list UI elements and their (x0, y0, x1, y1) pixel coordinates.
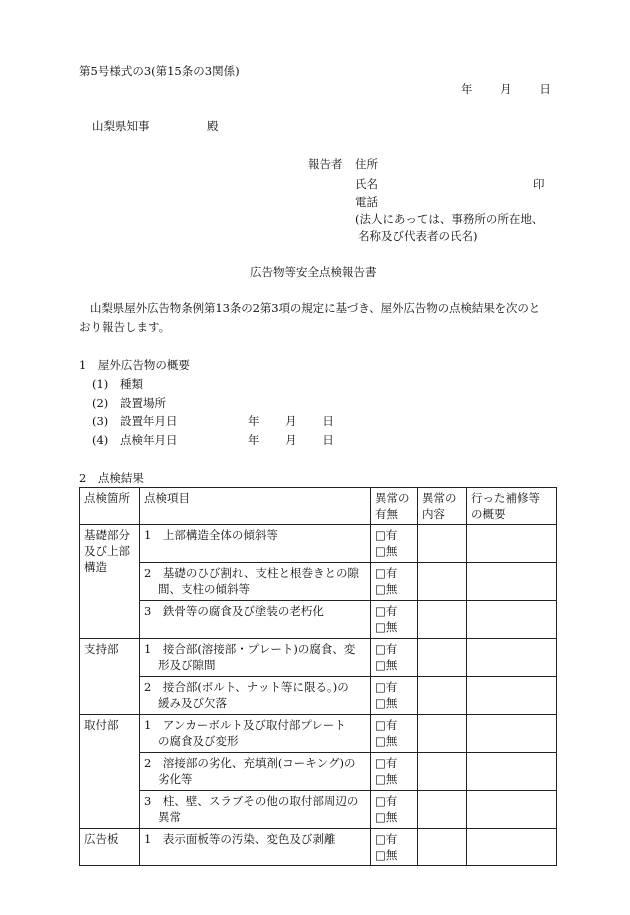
header-text: 異常の (375, 491, 410, 505)
location-text: 及び上部 (84, 544, 130, 558)
table-row (80, 677, 557, 715)
presence-cell (371, 601, 418, 639)
table-row (80, 563, 557, 601)
presence-cell (371, 791, 418, 829)
item-cell (140, 715, 371, 753)
overview-item-num: (1) (92, 377, 109, 391)
repair-cell[interactable] (467, 601, 557, 639)
date-month: 月 (285, 414, 297, 428)
table-row (80, 791, 557, 829)
checkbox-yes[interactable]: □有 (375, 604, 398, 618)
content-cell[interactable] (418, 677, 467, 715)
item-cell (140, 677, 371, 715)
checkbox-yes[interactable]: □有 (375, 794, 398, 808)
header-location: 点検箇所 (80, 488, 140, 525)
repair-cell[interactable] (467, 639, 557, 677)
reporter-phone-label: 電話 (355, 195, 378, 209)
item-cell (140, 829, 371, 866)
checkbox-no[interactable]: □無 (375, 696, 398, 710)
item-text: の腐食及び変形 (158, 734, 239, 748)
location-text: 基礎部分 (84, 528, 130, 542)
item-text: 緩み及び欠落 (158, 696, 227, 710)
date-year: 年 (248, 414, 260, 428)
inspection-results-table (79, 487, 557, 866)
seal-mark: 印 (533, 177, 545, 191)
repair-cell[interactable] (467, 563, 557, 601)
inspection-date-units (248, 432, 334, 448)
table-row (80, 525, 557, 563)
reporter-note-line2: 名称及び代表者の氏名) (358, 229, 478, 243)
presence-cell (371, 829, 418, 866)
install-date-units (248, 413, 334, 429)
reporter-label: 報告者 (308, 157, 343, 171)
checkbox-yes[interactable]: □有 (375, 566, 398, 580)
overview-item-num: (4) (92, 433, 109, 447)
presence-cell (371, 715, 418, 753)
repair-cell[interactable] (467, 791, 557, 829)
item-text: 間、支柱の傾斜等 (158, 582, 250, 596)
date-day: 日 (322, 414, 334, 428)
item-cell (140, 563, 371, 601)
checkbox-no[interactable]: □無 (375, 620, 398, 634)
date-year: 年 (461, 82, 473, 96)
date-day: 日 (539, 82, 551, 96)
table-row (80, 829, 557, 866)
content-cell[interactable] (418, 639, 467, 677)
date-month: 月 (285, 433, 297, 447)
presence-cell (371, 639, 418, 677)
table-row (80, 753, 557, 791)
checkbox-yes[interactable]: □有 (375, 832, 398, 846)
item-cell (140, 753, 371, 791)
repair-cell[interactable] (467, 525, 557, 563)
item-cell (140, 791, 371, 829)
item-text: 1 上部構造全体の傾斜等 (144, 528, 278, 542)
overview-item-label: 設置場所 (119, 396, 166, 410)
header-text: 異常の (422, 491, 457, 505)
location-cell (80, 715, 140, 829)
checkbox-no[interactable]: □無 (375, 544, 398, 558)
intro-line2: おり報告します。 (79, 320, 171, 334)
overview-item-label: 設置年月日 (119, 414, 178, 428)
section2-heading: 2 点検結果 (79, 471, 144, 485)
checkbox-yes[interactable]: □有 (375, 756, 398, 770)
checkbox-yes[interactable]: □有 (375, 718, 398, 732)
header-item: 点検項目 (140, 488, 371, 525)
intro-line1: 山梨県屋外広告物条例第13条の2第3項の規定に基づき、屋外広告物の点検結果を次のと (90, 301, 541, 315)
location-text: 広告板 (84, 832, 119, 846)
checkbox-yes[interactable]: □有 (375, 680, 398, 694)
content-cell[interactable] (418, 601, 467, 639)
location-text: 取付部 (84, 718, 119, 732)
repair-cell[interactable] (467, 829, 557, 866)
presence-cell (371, 753, 418, 791)
date-day: 日 (322, 433, 334, 447)
header-text: 有無 (375, 507, 398, 521)
item-text: 3 柱、壁、スラブその他の取付部周辺の (144, 794, 359, 808)
table-row (80, 715, 557, 753)
repair-cell[interactable] (467, 677, 557, 715)
item-text: 1 表示面板等の汚染、変色及び剥離 (144, 832, 336, 846)
content-cell[interactable] (418, 563, 467, 601)
overview-item (92, 413, 177, 429)
overview-item (92, 395, 166, 411)
item-text: 異常 (158, 810, 181, 824)
checkbox-no[interactable]: □無 (375, 582, 398, 596)
table-row (80, 601, 557, 639)
form-label: 第5号様式の3(第15条の3関係) (79, 64, 240, 78)
checkbox-yes[interactable]: □有 (375, 642, 398, 656)
item-text: 1 接合部(溶接部・プレート)の腐食、変 (144, 642, 356, 656)
checkbox-yes[interactable]: □有 (375, 528, 398, 542)
item-text: 3 鉄骨等の腐食及び塗装の老朽化 (144, 604, 324, 618)
item-cell (140, 601, 371, 639)
header-abnormal-presence (371, 488, 418, 525)
checkbox-no[interactable]: □無 (375, 734, 398, 748)
overview-item (92, 432, 177, 448)
location-cell (80, 639, 140, 715)
item-text: 2 溶接部の劣化、充填剤(コーキング)の (144, 756, 356, 770)
presence-cell (371, 677, 418, 715)
location-text: 構造 (84, 560, 107, 574)
table-header-row (80, 488, 557, 525)
checkbox-no[interactable]: □無 (375, 772, 398, 786)
header-text: 内容 (422, 507, 445, 521)
header-text: 行った補修等 (471, 491, 540, 505)
reporter-name-label: 氏名 (355, 177, 378, 191)
overview-item-label: 点検年月日 (119, 433, 178, 447)
overview-item-num: (3) (92, 414, 109, 428)
header-abnormal-content (418, 488, 467, 525)
content-cell[interactable] (418, 753, 467, 791)
repair-cell[interactable] (467, 753, 557, 791)
date-line (461, 81, 551, 97)
section1-heading: 1 屋外広告物の概要 (79, 358, 190, 372)
item-text: 1 アンカーボルト及び取付部プレート (144, 718, 346, 732)
location-text: 支持部 (84, 642, 119, 656)
repair-cell[interactable] (467, 715, 557, 753)
item-cell (140, 639, 371, 677)
item-cell (140, 525, 371, 563)
presence-cell (371, 563, 418, 601)
table-row (80, 639, 557, 677)
reporter-address-label: 住所 (355, 157, 378, 171)
date-month: 月 (500, 82, 512, 96)
reporter-note-line1: (法人にあっては、事務所の所在地、 (355, 212, 544, 226)
overview-item-label: 種類 (119, 377, 143, 391)
content-cell[interactable] (418, 791, 467, 829)
overview-item-num: (2) (92, 396, 109, 410)
content-cell[interactable] (418, 715, 467, 753)
location-cell (80, 525, 140, 639)
date-year: 年 (248, 433, 260, 447)
addressee-name: 山梨県知事 (92, 119, 150, 133)
header-text: の概要 (471, 507, 506, 521)
header-repair (467, 488, 557, 525)
item-text: 劣化等 (158, 772, 193, 786)
presence-cell (371, 525, 418, 563)
checkbox-no[interactable]: □無 (375, 810, 398, 824)
addressee-honorific: 殿 (207, 119, 219, 133)
item-text: 2 接合部(ボルト、ナット等に限る。)の (144, 680, 349, 694)
item-text: 形及び隙間 (158, 658, 216, 672)
content-cell[interactable] (418, 525, 467, 563)
checkbox-no[interactable]: □無 (375, 848, 398, 862)
location-cell (80, 829, 140, 866)
checkbox-no[interactable]: □無 (375, 658, 398, 672)
document-title: 広告物等安全点検報告書 (250, 265, 377, 279)
overview-item (92, 376, 143, 392)
item-text: 2 基礎のひび割れ、支柱と根巻きとの隙 (144, 566, 360, 580)
content-cell[interactable] (418, 829, 467, 866)
